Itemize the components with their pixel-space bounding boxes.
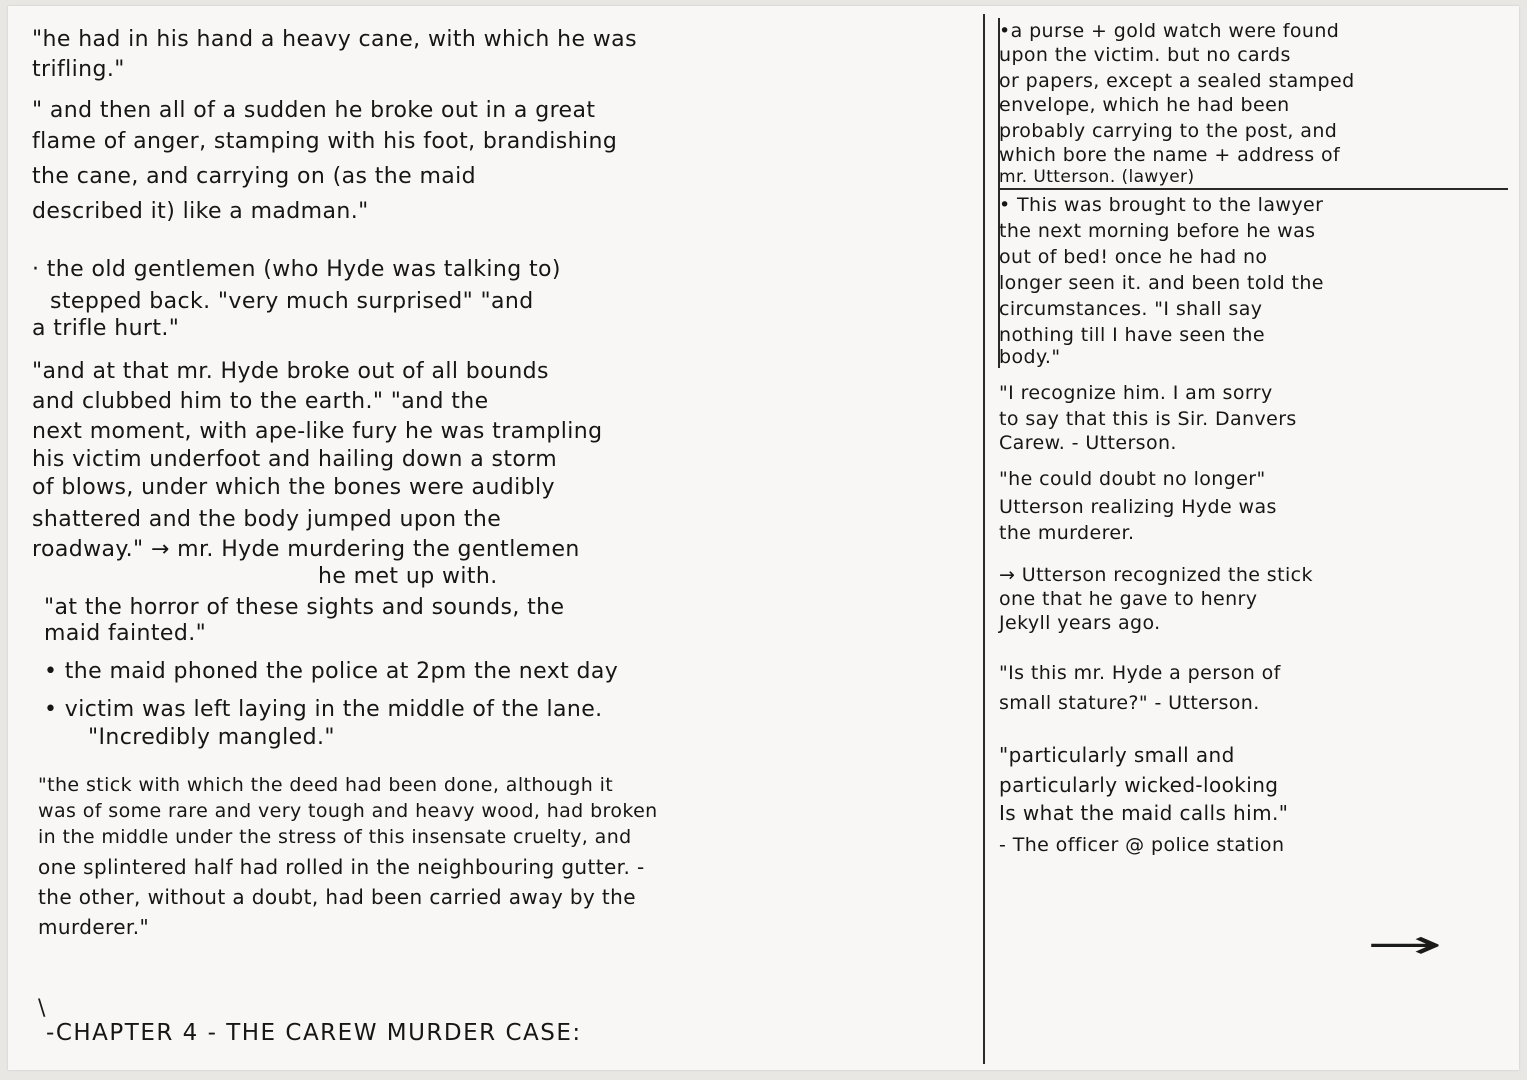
chapter-heading (46, 1020, 582, 1046)
note-line: stepped back. "very much surprised" "and (50, 289, 534, 314)
note-line: nothing till I have seen the (999, 324, 1265, 346)
note-line: the other, without a doubt, had been carried away by the (38, 885, 636, 909)
note-line: longer seen it. and been told the (999, 272, 1324, 294)
note-line: roadway." → mr. Hyde murdering the gentlemen (32, 537, 580, 562)
note-line: · the old gentlemen (who Hyde was talking to) (32, 257, 561, 282)
note-line: " and then all of a sudden he broke out in a great (32, 98, 596, 123)
note-line: • This was brought to the lawyer (999, 194, 1324, 216)
note-line: one splintered half had rolled in the neighbouring gutter. - (38, 855, 645, 879)
note-line: shattered and the body jumped upon the (32, 507, 502, 532)
note-line: flame of anger, stamping with his foot, brandishing (32, 129, 618, 154)
note-line: of blows, under which the bones were audibly (32, 475, 555, 500)
note-line: → Utterson recognized the stick (999, 564, 1313, 586)
note-line: the next morning before he was (999, 220, 1316, 242)
note-line: "and at that mr. Hyde broke out of all bounds (32, 359, 549, 384)
note-line: maid fainted." (44, 621, 207, 646)
note-line: •a purse + gold watch were found (999, 20, 1340, 42)
note-line: described it) like a madman." (32, 199, 369, 224)
chapter-suffix: : (572, 1020, 582, 1046)
note-line: he met up with. (318, 564, 498, 589)
note-line: Jekyll years ago. (999, 612, 1161, 634)
note-line: Is what the maid calls him." (999, 801, 1289, 825)
note-line: out of bed! once he had no (999, 246, 1268, 268)
note-line: and clubbed him to the earth." "and the (32, 389, 489, 414)
note-line: was of some rare and very tough and heavy wood, had broken (38, 800, 658, 822)
note-line: "at the horror of these sights and sounds, the (44, 595, 565, 620)
note-line: mr. Utterson. (lawyer) (999, 167, 1195, 187)
section-divider (998, 188, 1508, 190)
note-line: murderer." (38, 915, 150, 939)
note-line: to say that this is Sir. Danvers (999, 408, 1297, 430)
note-line: probably carrying to the post, and (999, 120, 1338, 142)
note-line: circumstances. "I shall say (999, 298, 1263, 320)
note-line: envelope, which he had been (999, 94, 1290, 116)
note-line: in the middle under the stress of this insensate cruelty, and (38, 826, 632, 848)
note-line: • victim was left laying in the middle of the lane. (44, 697, 603, 722)
note-line: trifling." (32, 57, 125, 82)
note-line: "he had in his hand a heavy cane, with which he was (32, 27, 637, 52)
next-page-arrow-icon (1366, 922, 1466, 968)
note-line: one that he gave to henry (999, 588, 1258, 610)
note-line: or papers, except a sealed stamped (999, 70, 1355, 92)
note-line: the murderer. (999, 522, 1135, 544)
note-line: a trifle hurt." (32, 316, 180, 341)
note-line: "I recognize him. I am sorry (999, 382, 1273, 404)
note-line: "Incredibly mangled." (88, 725, 335, 750)
note-line: next moment, with ape-like fury he was trampling (32, 419, 603, 444)
note-line: body." (999, 346, 1061, 368)
note-line: particularly wicked-looking (999, 773, 1279, 797)
chapter-prefix: - (46, 1020, 56, 1046)
note-line: • the maid phoned the police at 2pm the next day (44, 659, 619, 684)
note-line: "he could doubt no longer" (999, 468, 1266, 490)
left-page (8, 6, 983, 1070)
note-line: "particularly small and (999, 743, 1235, 767)
note-line: the cane, and carrying on (as the maid (32, 164, 477, 189)
note-line: "Is this mr. Hyde a person of (999, 662, 1281, 684)
note-line: Utterson realizing Hyde was (999, 496, 1277, 518)
note-line: which bore the name + address of (999, 144, 1341, 166)
chapter-title: CHAPTER 4 - THE CAREW MURDER CASE (55, 1020, 573, 1046)
note-line: upon the victim. but no cards (999, 44, 1291, 66)
note-line: Carew. - Utterson. (999, 432, 1177, 454)
notebook-sheet (8, 6, 1519, 1070)
next-arrow: → (1366, 922, 1444, 968)
note-line: small stature?" - Utterson. (999, 692, 1260, 714)
note-line: - The officer @ police station (999, 834, 1285, 856)
tick-mark: \ (38, 996, 46, 1021)
note-line: his victim underfoot and hailing down a storm (32, 447, 558, 472)
right-page (983, 6, 1519, 1070)
note-line: "the stick with which the deed had been done, although it (38, 774, 614, 796)
